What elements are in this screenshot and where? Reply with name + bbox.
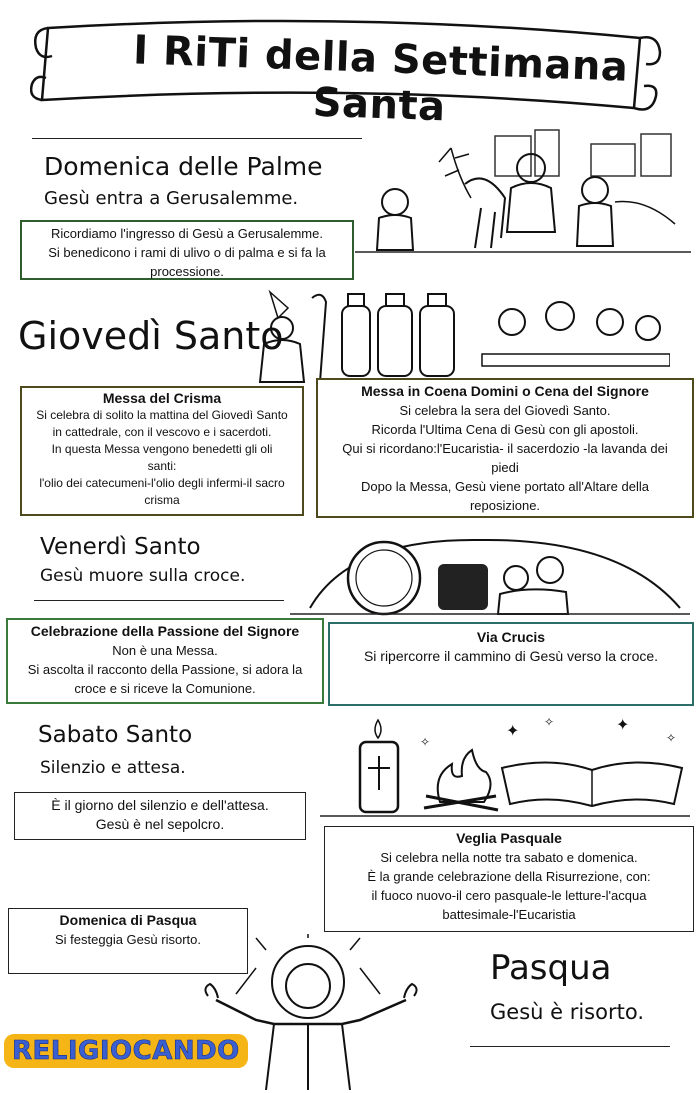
coena-line: reposizione.: [469, 498, 541, 513]
svg-text:✦: ✦: [506, 723, 520, 740]
veglia-line: È la grande celebrazione della Risurrezione, con:: [367, 869, 651, 884]
veglia-line: battesimale-l'Eucaristia: [442, 907, 576, 922]
section-title-venerdi: Venerdì Santo: [40, 534, 201, 560]
palme-info-box: [20, 220, 354, 280]
coena-line: piedi: [491, 460, 519, 475]
divider: [470, 1046, 670, 1047]
coena-line: Qui si ricordano:l'Eucaristia- il sacerdozio -la lavanda dei: [342, 441, 668, 456]
passione-line: Si ascolta il racconto della Passione, si adora la: [27, 662, 303, 677]
sabato-line: È il giorno del silenzio e dell'attesa.: [51, 797, 269, 813]
crisma-line: l'olio dei catecumeni-l'olio degli infermi-il sacro: [39, 476, 285, 490]
crisma-line: In questa Messa vengono benedetti gli oli: [51, 442, 273, 456]
divider: [34, 600, 284, 601]
crisma-title: Messa del Crisma: [102, 390, 222, 406]
crisma-box: [20, 386, 304, 516]
coena-line: Ricorda l'Ultima Cena di Gesù con gli apostoli.: [371, 422, 639, 437]
svg-text:✧: ✧: [666, 731, 677, 745]
section-subtitle-pasqua: Gesù è risorto.: [490, 1000, 644, 1024]
tomb-illustration-icon: [290, 528, 690, 618]
veglia-box: [324, 826, 694, 932]
coena-line: Si celebra la sera del Giovedì Santo.: [399, 403, 611, 418]
section-title-pasqua: Pasqua: [490, 948, 612, 988]
palme-line: processione.: [150, 264, 224, 279]
crisma-line: crisma: [144, 493, 180, 507]
section-subtitle-venerdi: Gesù muore sulla croce.: [40, 566, 246, 586]
sabato-info-box: [14, 792, 306, 840]
pasqua-line: Si festeggia Gesù risorto.: [55, 932, 201, 947]
coena-title: Messa in Coena Domini o Cena del Signore: [361, 383, 649, 399]
palme-line: Si benedicono i rami di ulivo o di palma e si fa la: [48, 245, 326, 260]
section-subtitle-sabato: Silenzio e attesa.: [40, 758, 186, 778]
crisma-line: santi:: [147, 459, 177, 473]
veglia-title: Veglia Pasquale: [456, 830, 562, 846]
pasqua-box-title: Domenica di Pasqua: [59, 912, 197, 928]
page-title: I RiTi della Settimana Santa: [132, 27, 630, 131]
section-title-palme: Domenica delle Palme: [44, 152, 323, 181]
passione-line: Non è una Messa.: [112, 643, 218, 658]
section-title-giovedi: Giovedì Santo: [18, 314, 284, 358]
coena-line: Dopo la Messa, Gesù viene portato all'Altare della: [361, 479, 649, 494]
veglia-line: Si celebra nella notte tra sabato e domenica.: [380, 850, 638, 865]
palm-sunday-illustration-icon: [355, 128, 691, 254]
logo-text: RELIGIOCANDO: [4, 1034, 248, 1068]
section-title-sabato: Sabato Santo: [38, 722, 193, 748]
veglia-line: il fuoco nuovo-il cero pasquale-le letture-l'acqua: [371, 888, 647, 903]
title-banner: [30, 8, 670, 131]
crisma-line: Si celebra di solito la mattina del Giovedì Santo: [36, 408, 288, 422]
holy-thursday-illustration-icon: [250, 288, 670, 384]
crucis-title: Via Crucis: [476, 629, 546, 645]
svg-text:✧: ✧: [544, 716, 555, 729]
crucis-line: Si ripercorre il cammino di Gesù verso la croce.: [363, 648, 659, 664]
svg-text:✦: ✦: [616, 717, 630, 734]
divider: [32, 138, 362, 139]
holy-saturday-illustration-icon: [320, 716, 690, 820]
svg-text:✧: ✧: [420, 735, 431, 749]
palme-line: Ricordiamo l'ingresso di Gesù a Gerusalemme.: [51, 226, 323, 241]
religiocando-logo: [4, 1036, 240, 1070]
passione-title: Celebrazione della Passione del Signore: [30, 623, 300, 639]
passione-line: croce e si riceve la Comunione.: [74, 681, 256, 696]
sabato-line: Gesù è nel sepolcro.: [95, 816, 225, 832]
crisma-line: in cattedrale, con il vescovo e i sacerdoti.: [52, 425, 272, 439]
passione-box: [6, 618, 324, 704]
coena-box: [316, 378, 694, 518]
section-subtitle-palme: Gesù entra a Gerusalemme.: [44, 188, 299, 209]
crucis-box: [328, 622, 694, 706]
